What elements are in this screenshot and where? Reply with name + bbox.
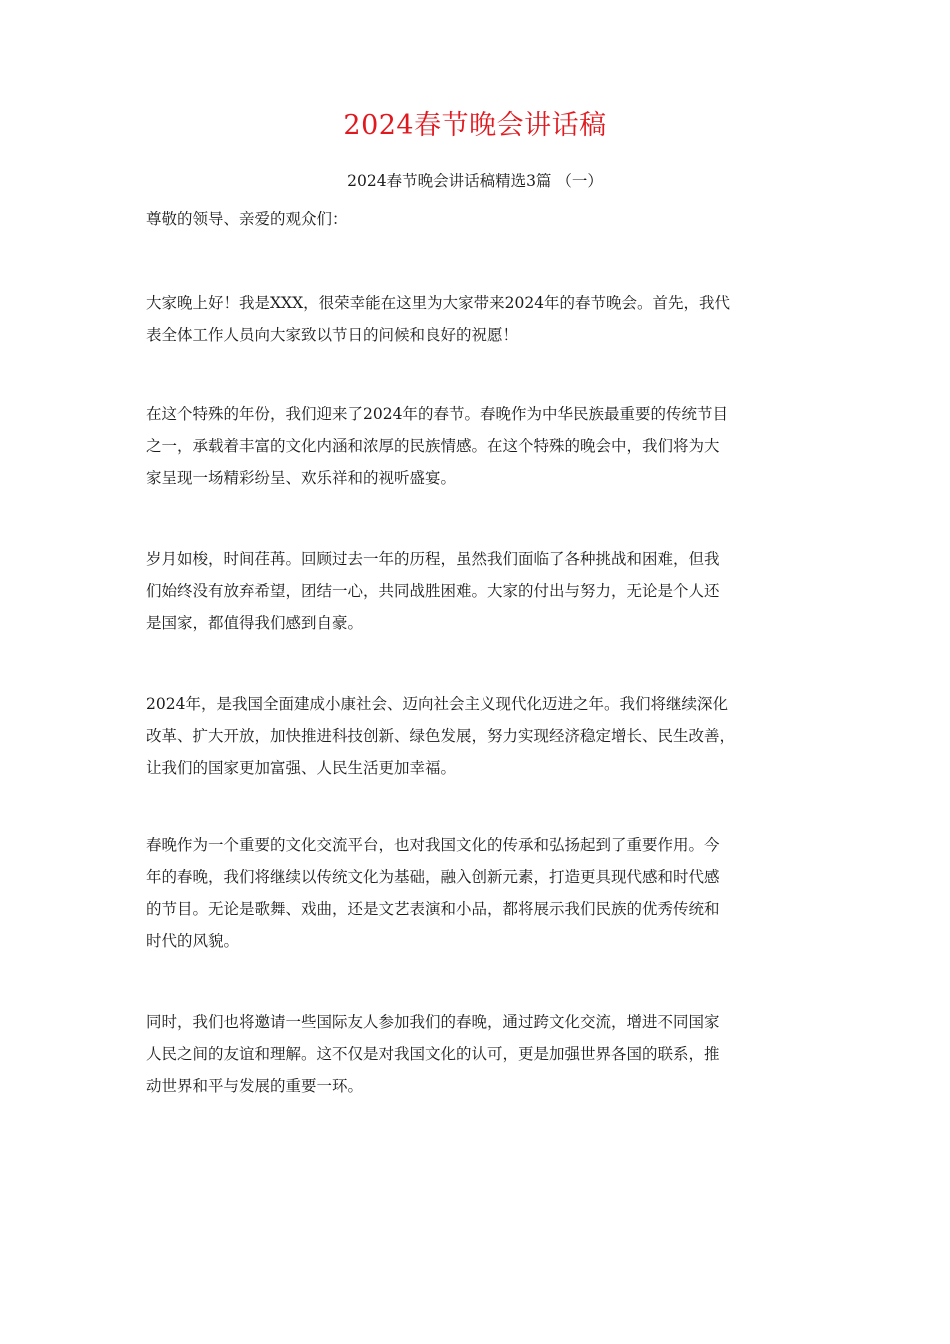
paragraph-line: 人民之间的友谊和理解。这不仅是对我国文化的认可，更是加强世界各国的联系，推 <box>146 1045 720 1063</box>
paragraph-line: 的节目。无论是歌舞、戏曲，还是文艺表演和小品，都将展示我们民族的优秀传统和 <box>146 900 720 918</box>
paragraph-line: 动世界和平与发展的重要一环。 <box>146 1077 364 1095</box>
paragraph-line: 在这个特殊的年份，我们迎来了2024年的春节。春晚作为中华民族最重要的传统节目 <box>146 405 728 423</box>
page-title: 2024春节晚会讲话稿 <box>343 110 607 141</box>
paragraph-line: 们始终没有放弃希望，团结一心，共同战胜困难。大家的付出与努力，无论是个人还 <box>146 582 720 600</box>
salutation: 尊敬的领导、亲爱的观众们： <box>146 210 348 228</box>
paragraph-line: 同时，我们也将邀请一些国际友人参加我们的春晚，通过跨文化交流，增进不同国家 <box>146 1013 720 1031</box>
paragraph-line: 改革、扩大开放，加快推进科技创新、绿色发展，努力实现经济稳定增长、民生改善， <box>146 727 736 745</box>
paragraph-line: 之一，承载着丰富的文化内涵和浓厚的民族情感。在这个特殊的晚会中，我们将为大 <box>146 437 720 455</box>
paragraph-line: 是国家，都值得我们感到自豪。 <box>146 614 364 632</box>
paragraph-line: 大家晚上好！我是XXX，很荣幸能在这里为大家带来2024年的春节晚会。首先，我代 <box>146 294 731 312</box>
paragraph-line: 表全体工作人员向大家致以节日的问候和良好的祝愿！ <box>146 326 519 344</box>
paragraph-line: 家呈现一场精彩纷呈、欢乐祥和的视听盛宴。 <box>146 469 457 487</box>
paragraph-line: 2024年，是我国全面建成小康社会、迈向社会主义现代化迈进之年。我们将继续深化 <box>146 695 728 713</box>
page-subtitle: 2024春节晚会讲话稿精选3篇 （一） <box>347 172 603 190</box>
paragraph-line: 年的春晚，我们将继续以传统文化为基础，融入创新元素，打造更具现代感和时代感 <box>146 868 720 886</box>
paragraph <box>146 1006 826 1102</box>
paragraph <box>146 398 826 494</box>
paragraph <box>146 543 826 639</box>
paragraph-line: 让我们的国家更加富强、人民生活更加幸福。 <box>146 759 457 777</box>
paragraph-line: 时代的风貌。 <box>146 932 240 950</box>
paragraph <box>146 829 826 957</box>
paragraph-line: 岁月如梭，时间荏苒。回顾过去一年的历程，虽然我们面临了各种挑战和困难，但我 <box>146 550 720 568</box>
paragraph-line: 春晚作为一个重要的文化交流平台，也对我国文化的传承和弘扬起到了重要作用。今 <box>146 836 720 854</box>
paragraph <box>146 688 826 784</box>
paragraph <box>146 287 826 351</box>
